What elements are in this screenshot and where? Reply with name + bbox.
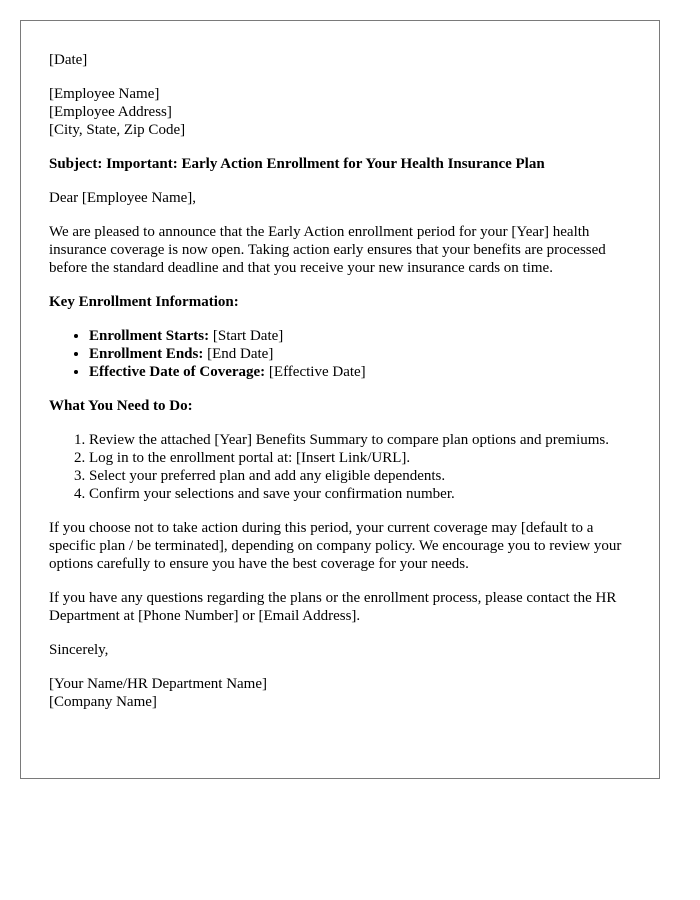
- key-info-value: [Start Date]: [209, 328, 284, 344]
- recipient-city-state-zip: [City, State, Zip Code]: [49, 122, 186, 138]
- key-info-value: [Effective Date]: [265, 364, 366, 380]
- letter-page: [20, 20, 660, 779]
- sender-name: [Your Name/HR Department Name]: [49, 676, 268, 692]
- questions-paragraph: If you have any questions regarding the plans or the enrollment process, please contact the HR Department at [Phone Number] or [Email Address].: [49, 590, 617, 624]
- intro-paragraph: We are pleased to announce that the Early Action enrollment period for your [Year] health insurance coverage is now open. Taking action early ensures that your benefits are processed before the standard deadline and that you receive your new insurance cards on time.: [49, 224, 606, 276]
- key-info-list: [49, 327, 631, 381]
- key-info-label: Enrollment Starts:: [89, 328, 210, 344]
- key-info-label: Effective Date of Coverage:: [89, 364, 266, 380]
- closing-line: Sincerely,: [49, 642, 109, 658]
- key-info-item: [89, 363, 631, 381]
- salutation: Dear [Employee Name],: [49, 190, 197, 206]
- steps-list: [49, 431, 631, 503]
- date-line: [Date]: [49, 52, 88, 68]
- recipient-address-line: [Employee Address]: [49, 104, 172, 120]
- key-info-item: [89, 345, 631, 363]
- step-item: 2. Log in to the enrollment portal at: [Insert Link/URL].: [89, 449, 631, 467]
- step-item: 4. Confirm your selections and save your confirmation number.: [89, 485, 631, 503]
- step-item: 1. Review the attached [Year] Benefits Summary to compare plan options and premiums.: [89, 431, 631, 449]
- key-info-heading: Key Enrollment Information:: [49, 294, 239, 310]
- no-action-paragraph: If you choose not to take action during this period, your current coverage may [default to a specific plan / be terminated], depending on company policy. We encourage you to review your options carefully to ensure you have the best coverage for your needs.: [49, 520, 622, 572]
- recipient-name: [Employee Name]: [49, 86, 160, 102]
- signature-block: [49, 675, 631, 711]
- subject-line: Subject: Important: Early Action Enrollment for Your Health Insurance Plan: [49, 156, 545, 172]
- step-item: 3. Select your preferred plan and add any eligible dependents.: [89, 467, 631, 485]
- sender-company: [Company Name]: [49, 694, 157, 710]
- key-info-label: Enrollment Ends:: [89, 346, 204, 362]
- key-info-item: [89, 327, 631, 345]
- recipient-address: [49, 85, 631, 139]
- key-info-value: [End Date]: [203, 346, 274, 362]
- steps-heading: What You Need to Do:: [49, 398, 193, 414]
